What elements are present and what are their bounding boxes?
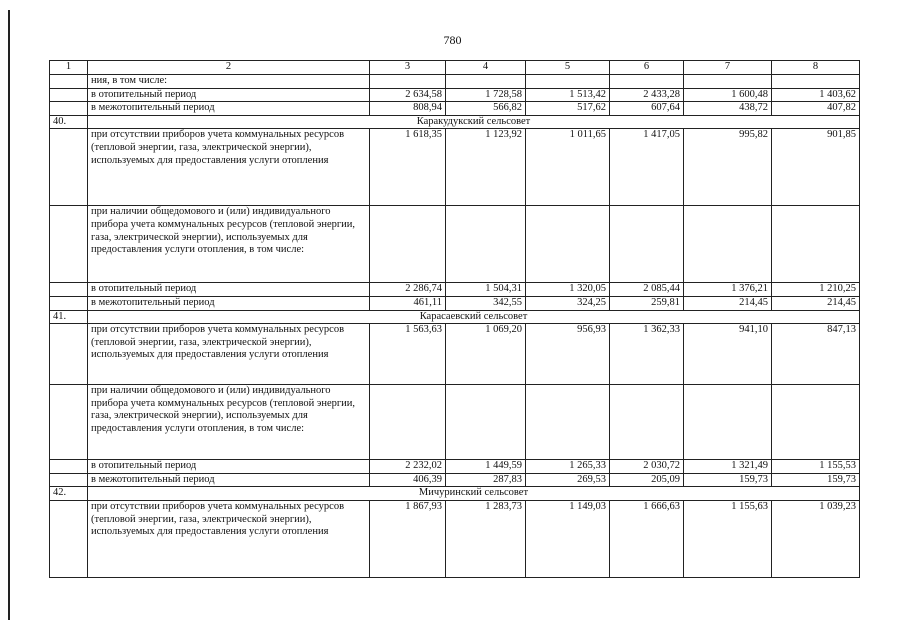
value-cell: 1 069,20 [446,324,526,385]
value-cell: 607,64 [610,102,684,116]
row-description: в межотопительный период [88,102,370,116]
table-row [50,129,860,206]
row-number [50,473,88,487]
value-cell: 1 449,59 [446,460,526,474]
value-cell: 214,45 [772,296,860,310]
value-cell: 995,82 [684,129,772,206]
value-cell: 2 433,28 [610,88,684,102]
column-header: 7 [684,61,772,75]
row-description: в отопительный период [88,283,370,297]
value-cell [772,385,860,460]
table-row [50,102,860,116]
column-header: 5 [526,61,610,75]
value-cell: 1 376,21 [684,283,772,297]
table-row [50,500,860,577]
row-number [50,296,88,310]
row-description: ния, в том числе: [88,75,370,89]
row-description: в отопительный период [88,88,370,102]
value-cell [772,75,860,89]
value-cell: 1 867,93 [370,500,446,577]
tariff-table [49,60,860,578]
value-cell [684,385,772,460]
value-cell: 1 513,42 [526,88,610,102]
row-number [50,102,88,116]
value-cell: 2 634,58 [370,88,446,102]
row-number [50,460,88,474]
value-cell [370,206,446,283]
value-cell: 1 563,63 [370,324,446,385]
page-number: 780 [443,33,462,47]
value-cell [446,75,526,89]
section-title: Каракудукский сельсовет [88,115,860,129]
value-cell [370,385,446,460]
value-cell: 159,73 [772,473,860,487]
value-cell: 205,09 [610,473,684,487]
value-cell: 2 085,44 [610,283,684,297]
value-cell: 2 286,74 [370,283,446,297]
value-cell: 269,53 [526,473,610,487]
header-row [50,61,860,75]
value-cell: 941,10 [684,324,772,385]
value-cell: 1 283,73 [446,500,526,577]
value-cell [772,206,860,283]
value-cell: 566,82 [446,102,526,116]
value-cell: 1 039,23 [772,500,860,577]
row-number [50,75,88,89]
value-cell: 1 600,48 [684,88,772,102]
value-cell: 1 618,35 [370,129,446,206]
value-cell [526,206,610,283]
value-cell: 2 232,02 [370,460,446,474]
value-cell: 407,82 [772,102,860,116]
value-cell [610,385,684,460]
value-cell: 259,81 [610,296,684,310]
row-number: 40. [50,115,88,129]
row-number [50,129,88,206]
row-number [50,283,88,297]
value-cell: 1 210,25 [772,283,860,297]
table-row [50,385,860,460]
value-cell: 1 265,33 [526,460,610,474]
value-cell: 1 403,62 [772,88,860,102]
section-row [50,310,860,324]
value-cell: 324,25 [526,296,610,310]
value-cell [446,385,526,460]
row-description: при отсутствии приборов учета коммунальных ресурсов (тепловой энергии, газа, электрической энергии), используемых для предоставления услуги отопления [88,324,370,385]
value-cell: 159,73 [684,473,772,487]
value-cell: 1 362,33 [610,324,684,385]
value-cell [610,206,684,283]
value-cell: 1 123,92 [446,129,526,206]
column-header: 8 [772,61,860,75]
table-row [50,88,860,102]
value-cell [526,75,610,89]
value-cell: 1 149,03 [526,500,610,577]
value-cell: 406,39 [370,473,446,487]
value-cell: 1 155,63 [684,500,772,577]
column-header: 1 [50,61,88,75]
table-body [50,75,860,578]
row-description: при отсутствии приборов учета коммунальных ресурсов (тепловой энергии, газа, электрической энергии), используемых для предоставления услуги отопления [88,500,370,577]
row-number [50,88,88,102]
table-row [50,460,860,474]
row-number: 41. [50,310,88,324]
value-cell [526,385,610,460]
row-description: при отсутствии приборов учета коммунальных ресурсов (тепловой энергии, газа, электрической энергии), используемых для предоставления услуги отопления [88,129,370,206]
row-description: в межотопительный период [88,296,370,310]
value-cell [610,75,684,89]
table-row [50,324,860,385]
row-description: при наличии общедомового и (или) индивидуального прибора учета коммунальных ресурсов (тепловой энергии, газа, электрической энергии), используемых для предоставления услуги отопления, в том числе: [88,385,370,460]
row-number: 42. [50,487,88,501]
value-cell: 1 320,05 [526,283,610,297]
section-row [50,115,860,129]
table-row [50,296,860,310]
section-title: Карасаевский сельсовет [88,310,860,324]
value-cell: 901,85 [772,129,860,206]
row-description: в отопительный период [88,460,370,474]
value-cell: 1 728,58 [446,88,526,102]
table-row [50,75,860,89]
value-cell: 461,11 [370,296,446,310]
value-cell: 342,55 [446,296,526,310]
section-row [50,487,860,501]
value-cell: 1 504,31 [446,283,526,297]
row-number [50,385,88,460]
value-cell [370,75,446,89]
value-cell: 2 030,72 [610,460,684,474]
value-cell: 956,93 [526,324,610,385]
value-cell: 1 417,05 [610,129,684,206]
value-cell: 1 011,65 [526,129,610,206]
value-cell: 214,45 [684,296,772,310]
value-cell: 847,13 [772,324,860,385]
value-cell: 1 155,53 [772,460,860,474]
column-header: 4 [446,61,526,75]
value-cell: 1 321,49 [684,460,772,474]
column-header: 3 [370,61,446,75]
value-cell: 808,94 [370,102,446,116]
scan-edge-line [8,10,10,620]
value-cell: 517,62 [526,102,610,116]
value-cell: 438,72 [684,102,772,116]
value-cell: 1 666,63 [610,500,684,577]
row-number [50,500,88,577]
row-description: в межотопительный период [88,473,370,487]
column-header: 2 [88,61,370,75]
table-row [50,283,860,297]
value-cell [446,206,526,283]
row-number [50,206,88,283]
value-cell [684,75,772,89]
section-title: Мичуринский сельсовет [88,487,860,501]
value-cell: 287,83 [446,473,526,487]
table-row [50,206,860,283]
column-header: 6 [610,61,684,75]
value-cell [684,206,772,283]
row-description: при наличии общедомового и (или) индивидуального прибора учета коммунальных ресурсов (тепловой энергии, газа, электрической энергии), используемых для предоставления услуги отопления, в том числе: [88,206,370,283]
table-row [50,473,860,487]
row-number [50,324,88,385]
